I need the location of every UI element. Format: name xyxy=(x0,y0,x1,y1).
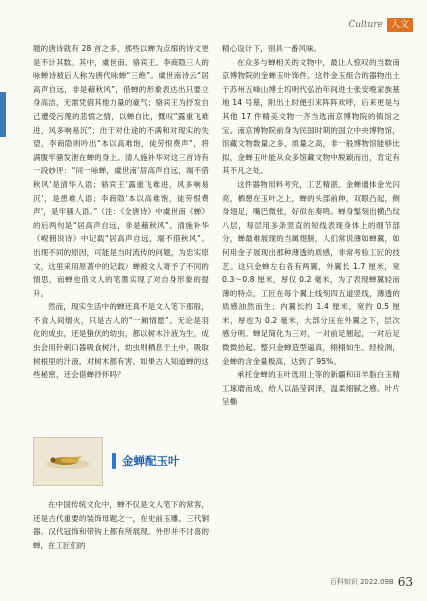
sidebar-tab xyxy=(0,92,6,137)
journal-name: 百科知识 2022.09B xyxy=(329,578,394,586)
left-column xyxy=(33,42,209,382)
paragraph: 承托金蝉的玉叶选用上等的新疆和田羊脂白玉精工琢磨而成，给人以晶莹润泽，温柔细腻之感。叶片呈椭 xyxy=(222,370,400,407)
paragraph: 然而，现实生活中的蝉还真不是文人笔下那般，不食人间烟火，只是古人的“一厢情愿”。无论是羽化的成虫，还是蛰伏的幼虫，都以树木汁液为生，成虫会用针刺口器吸食树汁，幼虫则栖息于土中，吸取树根里的汁液，对树木都有害。如果古人知道蝉的这些秘密，还会借蝉抒怀吗？ xyxy=(33,302,209,380)
paragraph: 这件器物用料考究，工艺精湛。金蝉通体金光闪亮，栖憩在玉叶之上，蝉的头部前伸，双眼凸起，侧身翅足，嘴巴微张，好似在奏鸣。蝉身錾刻出横凸纹八层，每层用多条竖直的短线表现身体上的细节部分，蝉最难展现的当属翅膀，人们常说薄如蝉翼，如何用金子展现出那种薄透的质感，非常考验工匠的技艺。这只金蝉左右各有两翼，外翼长 1.7 厘米，宽 0.3～0.8 厘米，厚仅 0.2 毫米，为了表现蝉翼轻而薄的特点，工匠在每个翼上线刻四五道竖线，薄透的质感油然而生；内翼长约 1.4 厘米，宽约 0.5 厘米，厚也为 0.2 毫米，大部分压在外翼之下，层次感分明。蝉足简化为三对，一对前足翘起，一对后足微微抬起。整只金蝉造型逼真，栩栩如生。经检测，金蝉的含金量极高，达到了 95%。 xyxy=(222,179,400,366)
left-bottom-column xyxy=(33,498,209,552)
section-badge: 人文 xyxy=(387,18,413,32)
cicada-image xyxy=(33,437,103,486)
paragraph: 在众多与蝉相关的文物中，最让人惊叹的当数南京博物院的金蝉玉叶饰件。这件金玉组合的器物出土于苏州五峰山博士坞明代弘治年间进士张安晚家族墓地 14 号墓，附出土时便引来阵阵欢呼，后来更是与其他 17 件精美文物一齐当选南京博物院的镇馆之宝。南京博物院前身为民国时期的国立中央博物馆，馆藏文物数量之多，质量之高，非一般博物馆能够比拟，金蝉玉叶能从众多馆藏文物中脱颖而出，肯定有其不凡之处。 xyxy=(222,57,400,176)
section-header xyxy=(348,17,413,33)
paragraph: 题的唐诗就有 28 首之多，那些以蝉为点缀的诗文更是不计其数。其中，虞世南、骆宾王、李商隐三人的咏蝉诗被后人称为唐代咏蝉“三绝”。虞世南诗云“居高声自远，非是藉秋风”，借蝉的形象表达出只要立身高洁，无需凭借其他力量的豪气；骆宾王为抒发自己遭受污蔑的悲愤之情，以蝉自比，慨叹“露重飞难进，风多响易沉”；出于对仕途的不满和对现实的失望，李商隐则吟出“本以高难饱，徒劳恨费声”，将满腹牢骚发泄在蝉的身上。清人施补华对这三首诗有一段妙评：“同一咏蝉，虞世南‘居高声自远，端不借秋风’是清华人语；骆宾王‘露重飞难进，风多响易沉’，是患难人语；李商隐‘本以高难饱，徒劳恨费声’，是牢骚人语。”（注：《全唐诗》中虞世南《蝉》的后两句是“居高声自远，非是藉秋风”。清施补华《岘佣说诗》中记载“居高声自远，端不借秋风”。出现不同的原因，可能是当时流传的问题，为忠实原文，这里采用原著中的记载）蝉被文人寄予了不同的情思，而蝉也借文人的笔墨实现了对自身形象的提升。 xyxy=(33,44,209,298)
paragraph: 在中国传统文化中，蝉不仅是文人笔下的常客，还是古代重要的装饰母题之一，在史前玉雕、三代铜器、汉代冠饰和带钩上都有所展现。外形并不讨喜的蝉，在工匠们的 xyxy=(33,500,209,550)
paragraph: 精心设计下，别具一番风味。 xyxy=(222,44,322,53)
cicada-icon xyxy=(34,438,102,485)
right-column xyxy=(222,42,400,409)
section-title xyxy=(104,437,210,484)
section-label-en: Culture xyxy=(348,20,383,30)
title-bar xyxy=(112,453,116,469)
section-heading: 金蝉配玉叶 xyxy=(122,453,180,468)
page-footer xyxy=(330,575,413,589)
page-number: 63 xyxy=(397,575,413,589)
